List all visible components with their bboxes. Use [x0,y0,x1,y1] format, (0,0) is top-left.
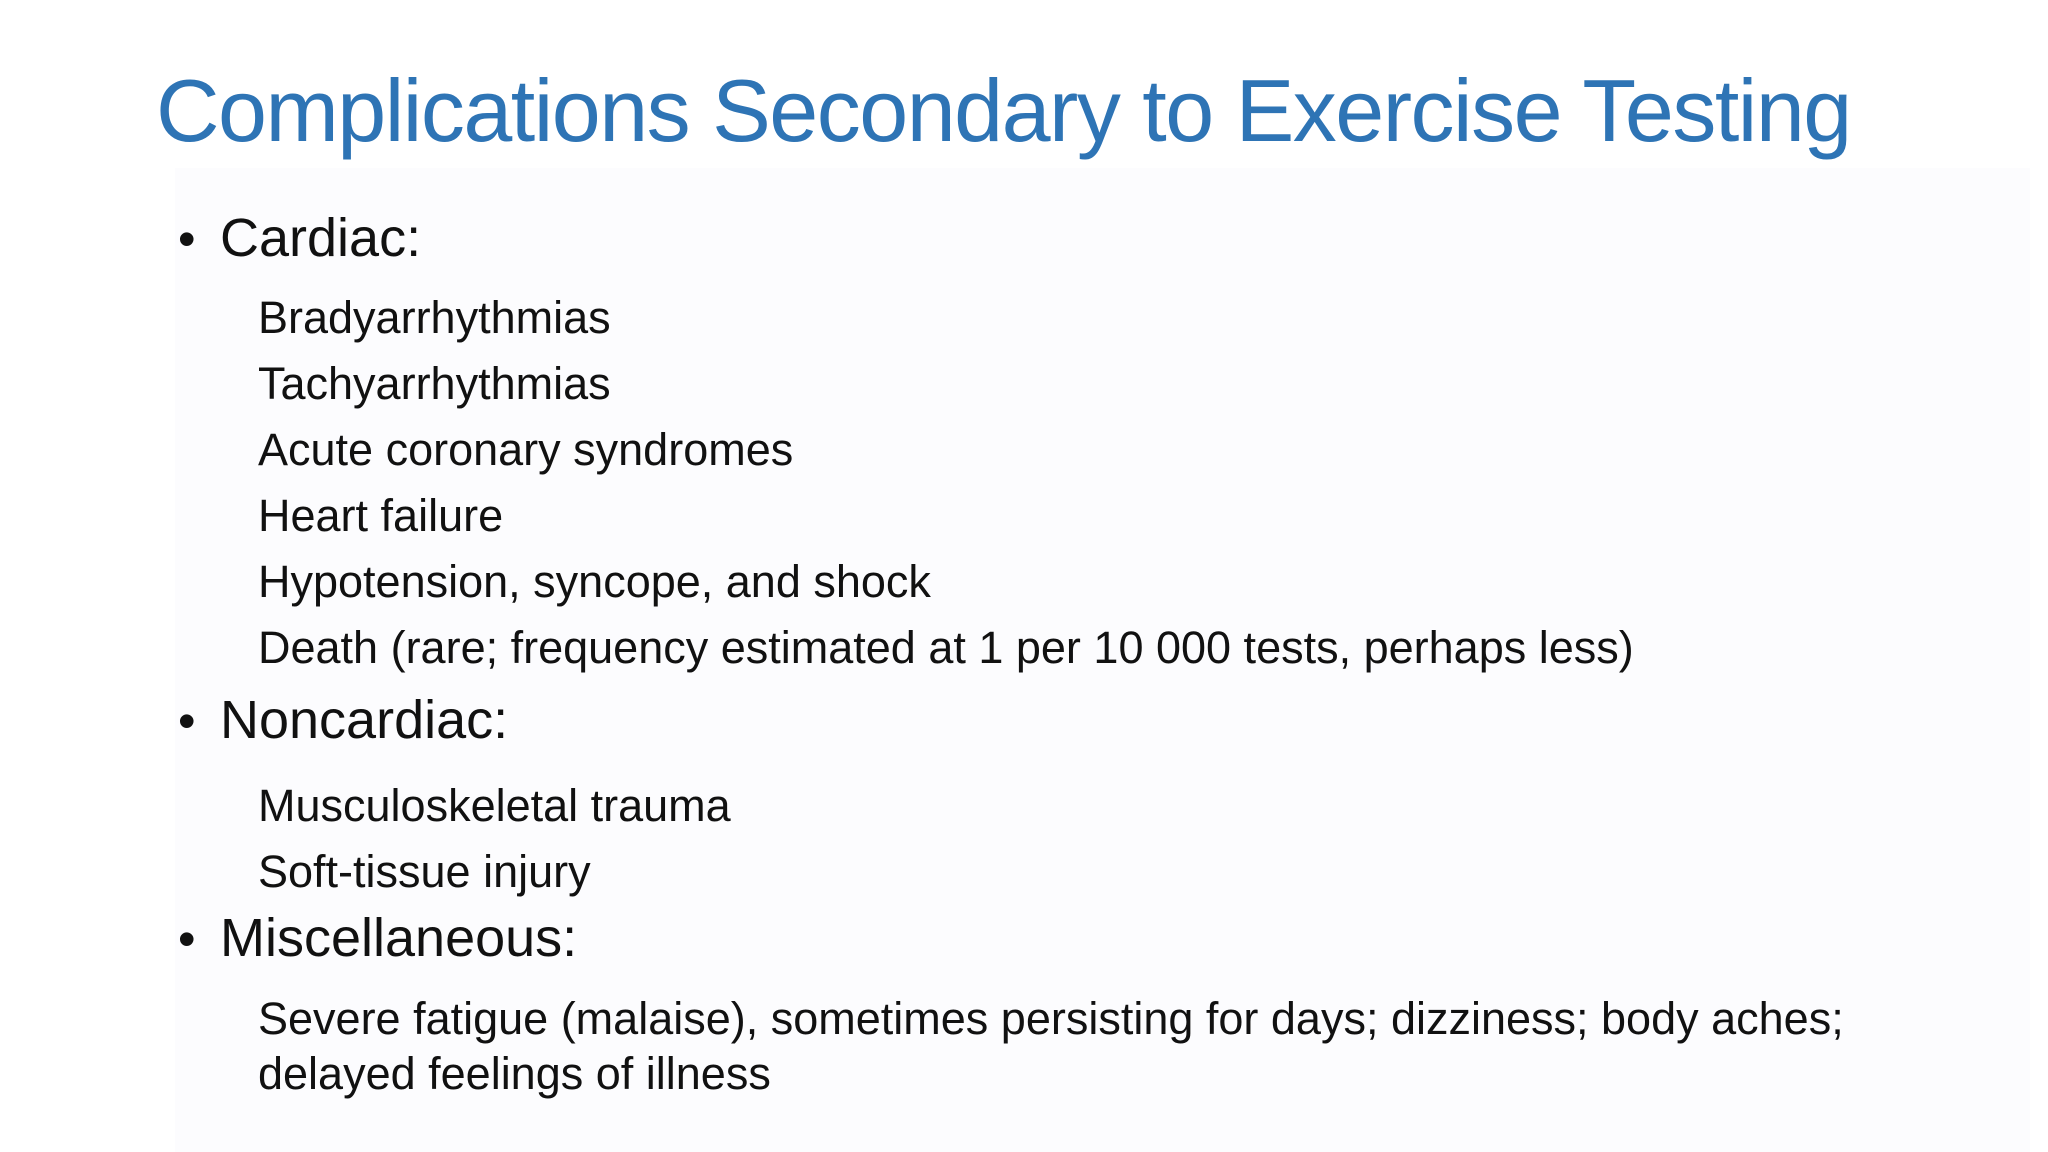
list-item: Bradyarrhythmias [258,292,611,343]
list-item: Heart failure [258,490,504,541]
noncardiac-list [178,773,731,905]
list-item: delayed feelings of illness [258,1048,771,1099]
section-miscellaneous [178,906,1844,1101]
bullet-icon: • [178,911,196,967]
cardiac-list [178,285,1634,681]
list-item: Tachyarrhythmias [258,358,611,409]
list-item: Acute coronary syndromes [258,424,794,475]
list-item: Hypotension, syncope, and shock [258,556,931,607]
slide-title: Complications Secondary to Exercise Testing [156,61,1851,160]
list-item: Soft-tissue injury [258,846,591,897]
bullet-icon: • [178,693,196,749]
list-item: Musculoskeletal trauma [258,780,731,831]
bullet-icon: • [178,211,196,267]
section-noncardiac [178,688,731,905]
bullet-heading-miscellaneous [178,906,1844,971]
miscellaneous-list [178,991,1844,1101]
section-heading: Cardiac: [220,208,422,268]
section-heading: Noncardiac: [220,690,509,750]
list-item: Death (rare; frequency estimated at 1 per 10 000 tests, perhaps less) [258,622,1634,673]
section-heading: Miscellaneous: [220,908,578,968]
section-cardiac [178,206,1634,681]
bullet-heading-noncardiac [178,688,731,753]
list-item: Severe fatigue (malaise), sometimes persisting for days; dizziness; body aches; [258,993,1844,1044]
bullet-heading-cardiac [178,206,1634,271]
